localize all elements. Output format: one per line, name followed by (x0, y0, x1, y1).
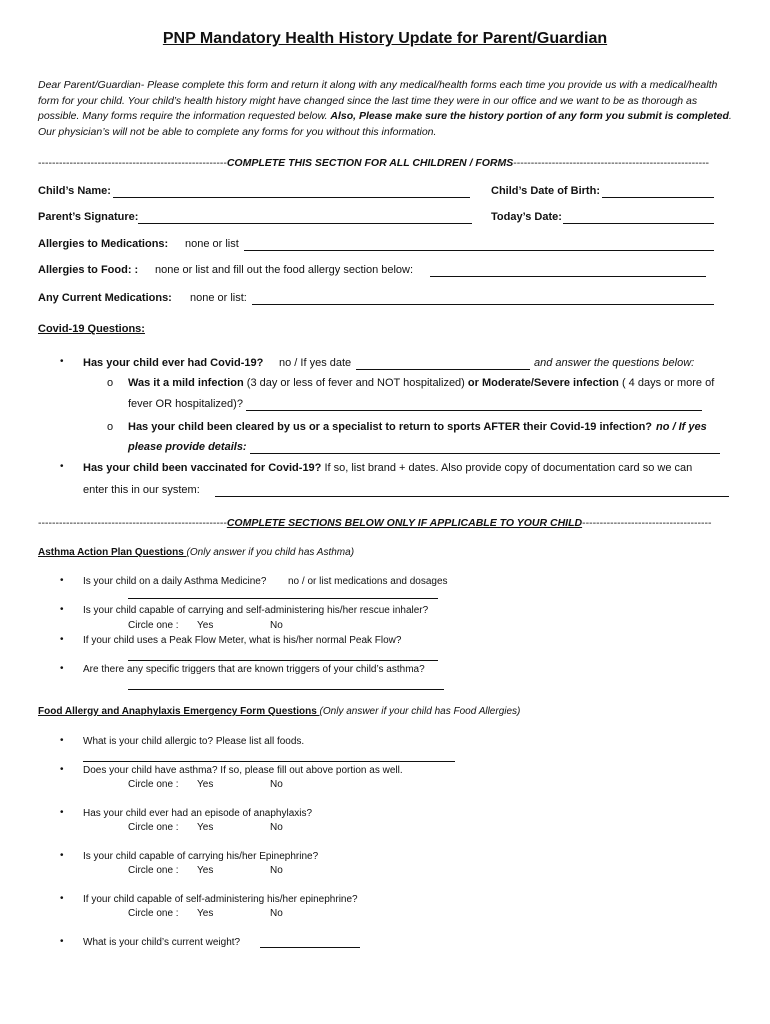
yes-option[interactable]: Yes (197, 908, 214, 919)
bullet-icon: • (60, 936, 64, 947)
covid-q1b-line2: please provide details: (128, 441, 247, 453)
hollow-bullet-icon: o (107, 377, 114, 389)
food-allergens-field[interactable] (83, 751, 455, 762)
no-option[interactable]: No (270, 620, 283, 631)
bullet-icon: • (60, 850, 64, 861)
covid-heading: Covid-19 Questions: (38, 323, 145, 335)
intro-paragraph: Dear Parent/Guardian- Please complete this form and return it along with any medical/health forms each time you provide us with a medical/health form for your child. Your child’s health history might have changed since the last time they were in our office and we want to be as thorough as possible. Many forms require the information requested below. Also, Please make sure the history portion of any form you submit is completed. Our physician’s will not be able to complete any forms for you without this information. (38, 79, 732, 138)
asthma-meds-field[interactable] (128, 588, 438, 599)
parent-signature-label: Parent’s Signature: (38, 211, 139, 223)
covid-q1-hint: no / If yes date (279, 357, 352, 369)
hollow-bullet-icon: o (107, 421, 114, 433)
circle-one-label: Circle one : (128, 865, 179, 876)
child-dob-field[interactable] (602, 187, 714, 198)
no-option[interactable]: No (270, 822, 283, 833)
covid-date-field[interactable] (356, 359, 530, 370)
bullet-icon: • (60, 735, 64, 746)
yes-option[interactable]: Yes (197, 822, 214, 833)
child-dob-label: Child’s Date of Birth: (491, 185, 600, 197)
bullet-icon: • (60, 634, 64, 645)
todays-date-field[interactable] (563, 213, 714, 224)
covid-q2-line2: enter this in our system: (83, 484, 200, 496)
food-q6: What is your child’s current weight? (83, 937, 241, 948)
circle-one-label: Circle one : (128, 779, 179, 790)
weight-field[interactable] (260, 937, 360, 948)
covid-clearance-field[interactable] (250, 443, 720, 454)
bullet-icon: • (60, 575, 64, 586)
allergies-food-hint: none or list and fill out the food allergy section below: (155, 264, 414, 276)
covid-q1: Has your child ever had Covid-19? (83, 357, 264, 369)
food-q2: Does your child have asthma? If so, please fill out above portion as well. (83, 765, 403, 776)
asthma-q4: Are there any specific triggers that are known triggers of your child’s asthma? (83, 664, 425, 675)
bullet-icon: • (60, 356, 64, 367)
covid-vaccine-field[interactable] (215, 486, 729, 497)
food-q3: Has your child ever had an episode of anaphylaxis? (83, 808, 313, 819)
asthma-heading: Asthma Action Plan Questions (Only answer if you child has Asthma) (38, 547, 355, 558)
circle-one-label: Circle one : (128, 822, 179, 833)
no-option[interactable]: No (270, 908, 283, 919)
allergies-meds-hint: none or list (185, 238, 239, 250)
food-q1: What is your child allergic to? Please list all foods. (83, 736, 305, 747)
bullet-icon: • (60, 807, 64, 818)
yes-option[interactable]: Yes (197, 865, 214, 876)
circle-one-label: Circle one : (128, 620, 179, 631)
bullet-icon: • (60, 764, 64, 775)
covid-q1-tail: and answer the questions below: (534, 357, 695, 369)
food-heading: Food Allergy and Anaphylaxis Emergency Form Questions (Only answer if your child has Food Allergies) (38, 706, 521, 717)
asthma-q1: Is your child on a daily Asthma Medicine? (83, 576, 267, 587)
yes-option[interactable]: Yes (197, 620, 214, 631)
todays-date-label: Today’s Date: (491, 211, 562, 223)
child-name-label: Child’s Name: (38, 185, 111, 197)
covid-q1b-hint: no / If yes (656, 421, 707, 433)
asthma-q2: Is your child capable of carrying and self-administering his/her rescue inhaler? (83, 605, 429, 616)
bullet-icon: • (60, 604, 64, 615)
covid-q2: Has your child been vaccinated for Covid-19? If so, list brand + dates. Also provide copy of documentation card so we can (83, 462, 693, 474)
no-option[interactable]: No (270, 865, 283, 876)
covid-q1a: Was it a mild infection (3 day or less of fever and NOT hospitalized) or Moderate/Severe infection ( 4 days or more of (128, 377, 715, 389)
asthma-q3: If your child uses a Peak Flow Meter, what is his/her normal Peak Flow? (83, 635, 402, 646)
child-name-field[interactable] (113, 187, 470, 198)
page-title: PNP Mandatory Health History Update for Parent/Guardian (162, 30, 608, 47)
yes-option[interactable]: Yes (197, 779, 214, 790)
no-option[interactable]: No (270, 779, 283, 790)
food-q5: If your child capable of self-administering his/her epinephrine? (83, 894, 358, 905)
current-meds-label: Any Current Medications: (38, 292, 172, 304)
peak-flow-field[interactable] (128, 650, 438, 661)
bullet-icon: • (60, 461, 64, 472)
asthma-triggers-field[interactable] (128, 679, 444, 690)
asthma-q1-hint: no / or list medications and dosages (288, 576, 448, 587)
covid-q1b: Has your child been cleared by us or a specialist to return to sports AFTER their Covid-19 infection? (128, 421, 653, 433)
bullet-icon: • (60, 893, 64, 904)
covid-severity-field[interactable] (246, 400, 702, 411)
allergies-food-label: Allergies to Food: : (38, 264, 139, 276)
circle-one-label: Circle one : (128, 908, 179, 919)
bullet-icon: • (60, 663, 64, 674)
section-divider-below: ------------------------------------------------------COMPLETE SECTIONS BELOW ONLY IF APPLICABLE TO YOUR CHILD------------------------------------- (38, 517, 712, 529)
current-meds-field[interactable] (252, 294, 714, 305)
covid-q1a-line2: fever OR hospitalized)? (128, 398, 243, 410)
current-meds-hint: none or list: (190, 292, 247, 304)
allergies-meds-label: Allergies to Medications: (38, 238, 169, 250)
parent-signature-field[interactable] (138, 213, 472, 224)
allergies-meds-field[interactable] (244, 240, 714, 251)
allergies-food-field[interactable] (430, 266, 706, 277)
food-q4: Is your child capable of carrying his/her Epinephrine? (83, 851, 319, 862)
section-divider-all: ------------------------------------------------------COMPLETE THIS SECTION FOR ALL CHILDREN / FORMS-------------------------------------------------------- (38, 157, 710, 169)
